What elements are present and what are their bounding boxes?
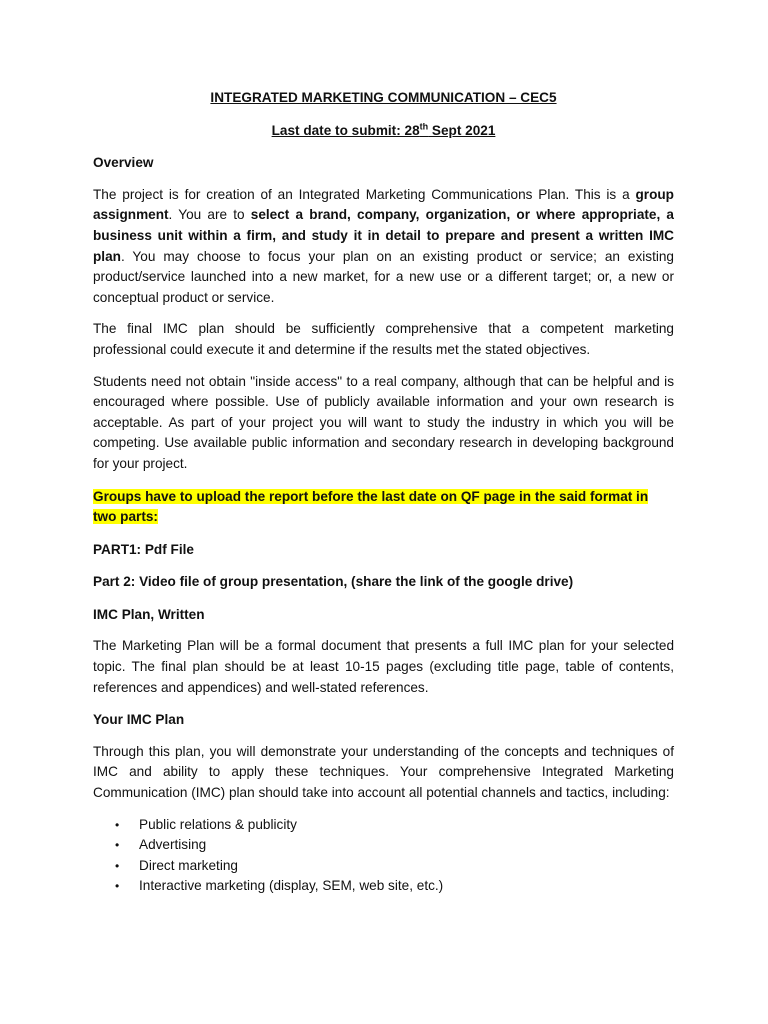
part2-line: Part 2: Video file of group presentation, (share the link of the google drive): [93, 574, 574, 590]
document-title: INTEGRATED MARKETING COMMUNICATION – CEC5: [210, 90, 557, 105]
list-item-text: Interactive marketing (display, SEM, web site, etc.): [139, 878, 444, 894]
imc-plan-paragraph: Through this plan, you will demonstrate your understanding of the concepts and techniques of IMC and ability to apply these techniques. Your comprehensive Integrated Marketing Communication (IMC) plan should take into account all potential channels and tactics, including:: [93, 743, 674, 801]
bullet-icon: •: [115, 879, 120, 894]
deadline-suffix: Sept 2021: [428, 122, 496, 138]
overview-paragraph: [93, 185, 674, 309]
overview-heading: Overview: [93, 155, 154, 171]
list-item: [93, 815, 674, 836]
list-item-text: Public relations & publicity: [139, 816, 297, 832]
bullet-icon: •: [115, 838, 120, 853]
p1-bold-group-assignment: group assignment: [93, 186, 674, 223]
p1-text-e: . You may choose to focus your plan on an existing product or service; an existing product/service launched into a new market, for a new use or a different target; or, a new or conceptual product or service.: [93, 248, 674, 305]
document-body: [93, 88, 674, 897]
list-item: [93, 876, 674, 897]
marketing-plan-paragraph: The Marketing Plan will be a formal document that presents a full IMC plan for your selected topic. The final plan should be at least 10-15 pages (excluding title page, table of contents, references and appendices) and well-stated references.: [93, 638, 674, 695]
bullet-icon: •: [115, 817, 120, 832]
list-item: [93, 856, 674, 877]
p1-text-c: . You are to: [168, 207, 251, 223]
p1-text-a: The project is for creation of an Integrated Marketing Communications Plan. This is a: [93, 186, 636, 202]
comprehensive-paragraph: The final IMC plan should be sufficiently comprehensive that a competent marketing professional could execute it and determine if the results met the stated objectives.: [93, 321, 674, 357]
your-imc-heading: Your IMC Plan: [93, 712, 185, 728]
list-item-text: Advertising: [139, 837, 207, 853]
p1-bold-select-brand: select a brand, company, organization, or where appropriate, a business unit within a firm, and study it in detail to prepare and present a written IMC plan: [93, 207, 674, 264]
list-item: [93, 835, 674, 856]
list-item-text: Direct marketing: [139, 857, 238, 873]
bullet-icon: •: [115, 858, 120, 873]
deadline-ordinal: th: [419, 121, 429, 132]
submission-deadline: [93, 121, 674, 142]
inside-access-paragraph: Students need not obtain "inside access" to a real company, although that can be helpful and is encouraged where possible. Use of publicly available information and your own research is acceptable. As part of your project you will want to study the industry in which you will be competing. Use available public information and secondary research in developing background for your project.: [93, 373, 674, 471]
upload-instruction: [93, 487, 674, 528]
upload-instruction-highlight: Groups have to upload the report before the last date on QF page in the said format in two parts:: [93, 488, 649, 525]
channels-list: [93, 815, 674, 897]
imc-written-heading: IMC Plan, Written: [93, 606, 205, 622]
deadline-prefix: Last date to submit: 28: [271, 122, 420, 138]
part1-line: PART1: Pdf File: [93, 541, 194, 557]
